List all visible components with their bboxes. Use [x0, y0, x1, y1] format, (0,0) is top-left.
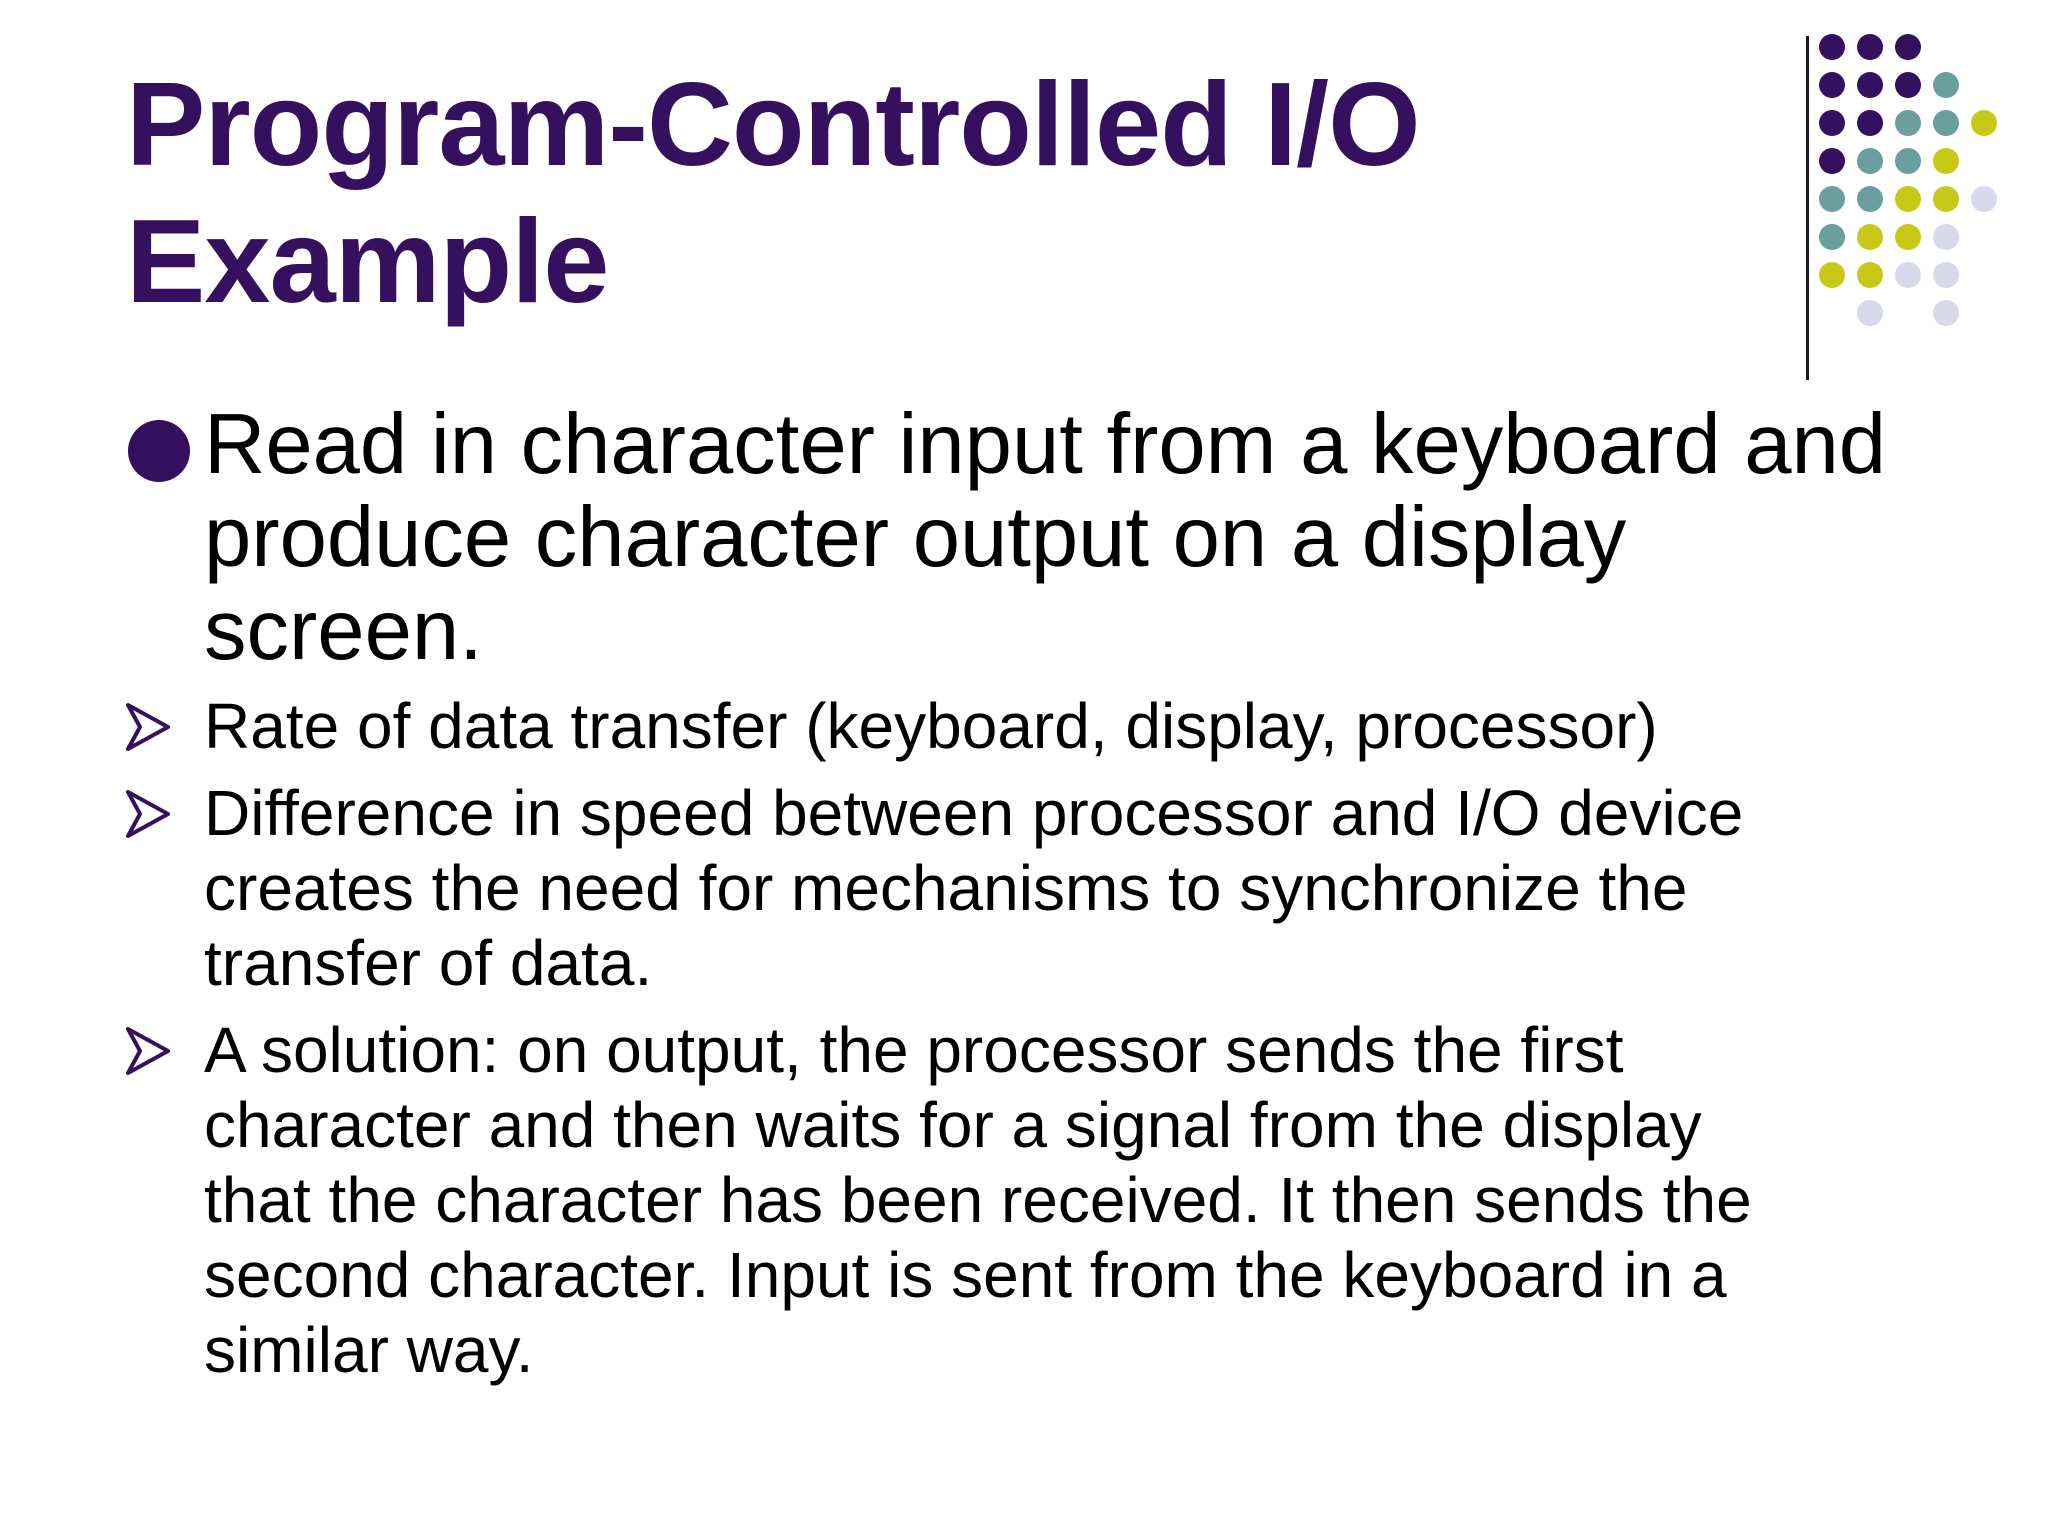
decoration-dot: [1819, 34, 1845, 60]
decoration-dot: [1933, 148, 1959, 174]
decoration-dot: [1857, 300, 1883, 326]
decoration-dot: [1933, 72, 1959, 98]
sub-bullet-item: [126, 689, 2006, 764]
decoration-dot: [1895, 34, 1921, 60]
slide-body: [126, 398, 2006, 1388]
decoration-dot: [1933, 110, 1959, 136]
sub-bullet-line: Difference in speed between processor and I/O device: [204, 777, 1744, 849]
decoration-dot: [1857, 34, 1883, 60]
decoration-dot: [1857, 186, 1883, 212]
slide-title-line-1: Program-Controlled I/O: [126, 58, 1420, 191]
decoration-dot: [1857, 72, 1883, 98]
sub-bullet-line: creates the need for mechanisms to synchronize the: [204, 852, 1688, 924]
decoration-dot: [1895, 224, 1921, 250]
main-bullet-line: Read in character input from a keyboard and: [204, 397, 1887, 492]
decoration-dot: [1819, 72, 1845, 98]
sub-bullet-line: second character. Input is sent from the keyboard in a: [204, 1239, 1727, 1311]
decoration-dot: [1971, 186, 1997, 212]
sub-bullet-line: similar way.: [204, 1314, 534, 1386]
decoration-dot: [1819, 110, 1845, 136]
decoration-dot: [1857, 262, 1883, 288]
slide-title: [126, 56, 1726, 330]
sub-bullet-line: transfer of data.: [204, 927, 653, 999]
decoration-dot: [1857, 110, 1883, 136]
decoration-dot: [1895, 148, 1921, 174]
arrowhead-bullet-icon: [126, 703, 170, 751]
sub-bullet-line: that the character has been received. It then sends the: [204, 1164, 1752, 1236]
decoration-dot: [1857, 148, 1883, 174]
decoration-dot: [1933, 224, 1959, 250]
sub-bullet-item: [126, 776, 2006, 1001]
arrowhead-bullet-icon: [126, 1027, 170, 1075]
decoration-dot: [1933, 262, 1959, 288]
decoration-dot: [1895, 262, 1921, 288]
main-bullet-line: screen.: [204, 583, 483, 678]
sub-bullet-line: A solution: on output, the processor sends the first: [204, 1014, 1624, 1086]
decoration-dot: [1857, 224, 1883, 250]
arrowhead-bullet-icon: [126, 790, 170, 838]
filled-circle-bullet-icon: [128, 420, 190, 482]
decoration-dot: [1895, 110, 1921, 136]
decoration-dot: [1933, 300, 1959, 326]
decoration-dot: [1819, 262, 1845, 288]
slide-title-line-2: Example: [126, 195, 609, 328]
decoration-dot: [1895, 186, 1921, 212]
main-bullet-item: [126, 398, 2006, 677]
decoration-dot: [1819, 224, 1845, 250]
sub-bullet-item: [126, 1013, 2006, 1388]
decoration-dot: [1819, 148, 1845, 174]
decoration-dot: [1819, 186, 1845, 212]
sub-bullet-line: Rate of data transfer (keyboard, display, processor): [204, 690, 1658, 762]
sub-bullet-line: character and then waits for a signal from the display: [204, 1089, 1702, 1161]
main-bullet-line: produce character output on a display: [204, 490, 1627, 585]
divider-line: [1806, 36, 1809, 380]
decoration-dot: [1971, 110, 1997, 136]
decoration-dot: [1895, 72, 1921, 98]
decoration-dot: [1933, 186, 1959, 212]
